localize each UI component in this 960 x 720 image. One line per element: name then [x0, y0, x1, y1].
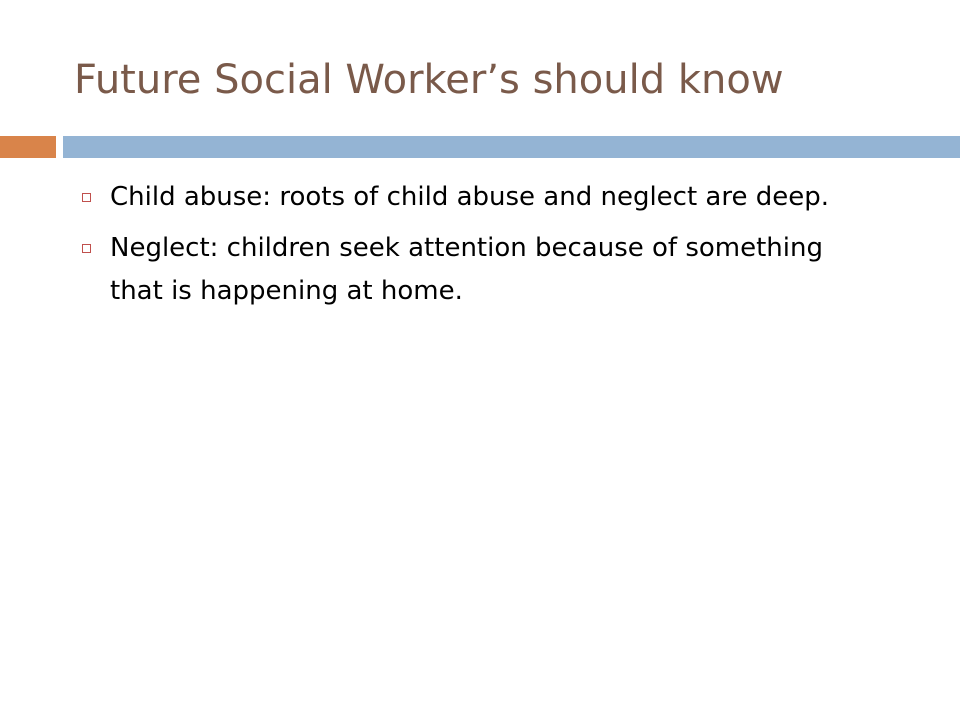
slide-title: Future Social Worker’s should know — [74, 57, 784, 103]
square-bullet-icon — [82, 193, 91, 202]
bullet-item — [82, 176, 882, 219]
bullet-list — [82, 176, 882, 321]
bullet-item — [82, 227, 882, 313]
title-accent-bar-blue — [63, 136, 960, 158]
bullet-text: Neglect: children seek attention because of something that is happening at home. — [110, 233, 823, 306]
title-accent-bar-orange — [0, 136, 56, 158]
bullet-text: Child abuse: roots of child abuse and neglect are deep. — [110, 182, 830, 212]
square-bullet-icon — [82, 244, 91, 253]
